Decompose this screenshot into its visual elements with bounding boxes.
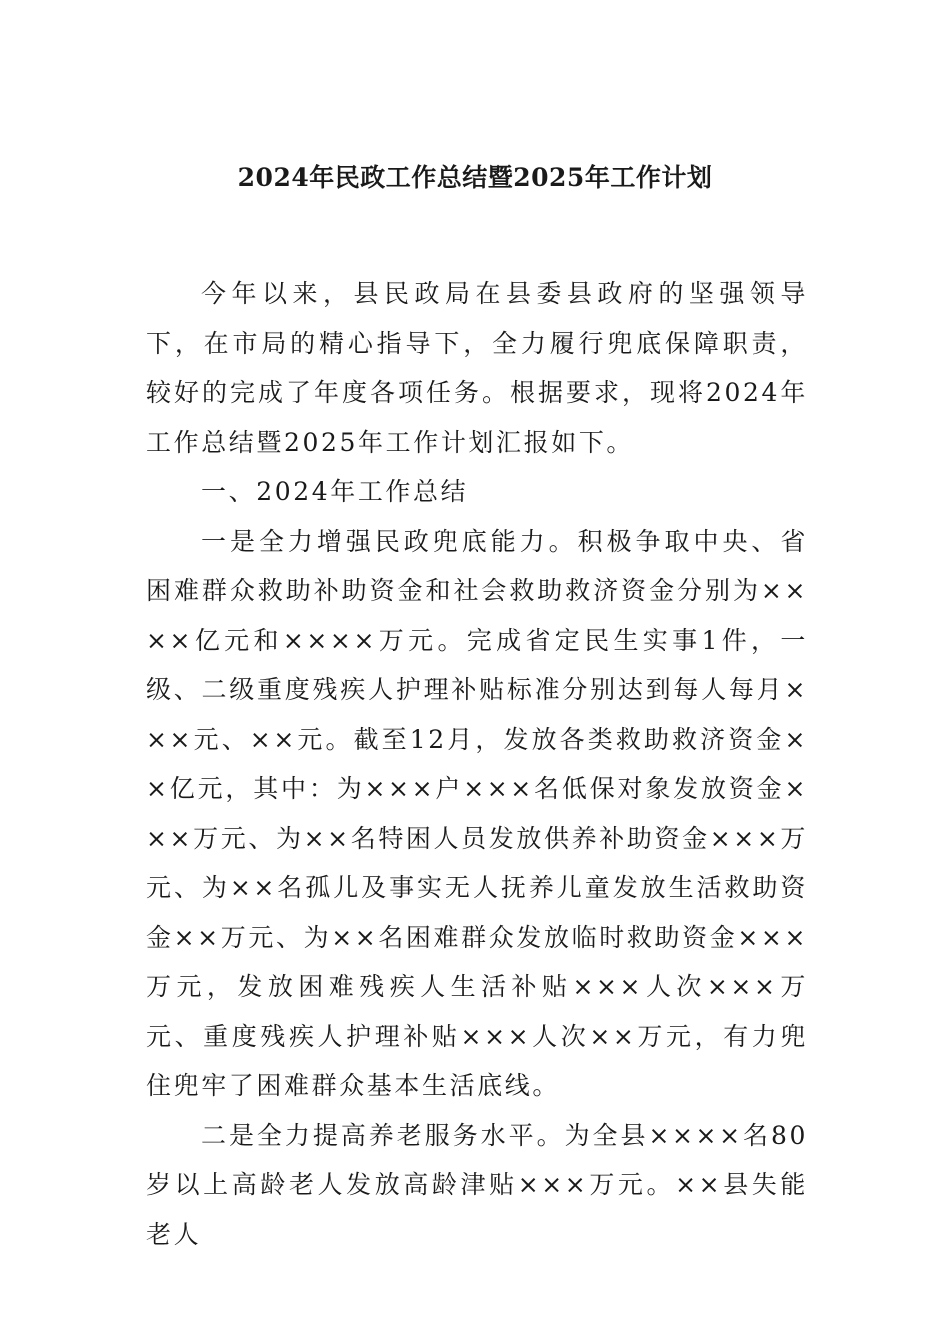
intro-paragraph: 今年以来，县民政局在县委县政府的坚强领导下，在市局的精心指导下，全力履行兜底保障职责，较好的完成了年度各项任务。根据要求，现将2024年工作总结暨2025年工作计划汇报如下。 xyxy=(146,279,808,457)
paragraph-2: 二是全力提高养老服务水平。为全县××××名80岁以上高龄老人发放高龄津贴×××万元。××县失能老人 xyxy=(146,1120,808,1249)
section-heading: 一、2024年工作总结 xyxy=(201,477,469,506)
document-title: 2024年民政工作总结暨2025年工作计划 xyxy=(237,163,713,192)
paragraph-1: 一是全力增强民政兜底能力。积极争取中央、省困难群众救助补助资金和社会救助救济资金分别为××××亿元和××××万元。完成省定民生实事1件，一级、二级重度残疾人护理补贴标准分别达到每人每月×××元、××元。截至12月，发放各类救助救济资金××亿元，其中：为×××户×××名低保对象发放资金×××万元、为××名特困人员发放供养补助资金×××万元、为××名孤儿及事实无人抚养儿童发放生活救助资金××万元、为××名困难群众发放临时救助资金×××万元，发放困难残疾人生活补贴×××人次×××万元、重度残疾人护理补贴×××人次××万元，有力兜住兜牢了困难群众基本生活底线。 xyxy=(146,526,808,1100)
document-body xyxy=(146,269,808,1259)
